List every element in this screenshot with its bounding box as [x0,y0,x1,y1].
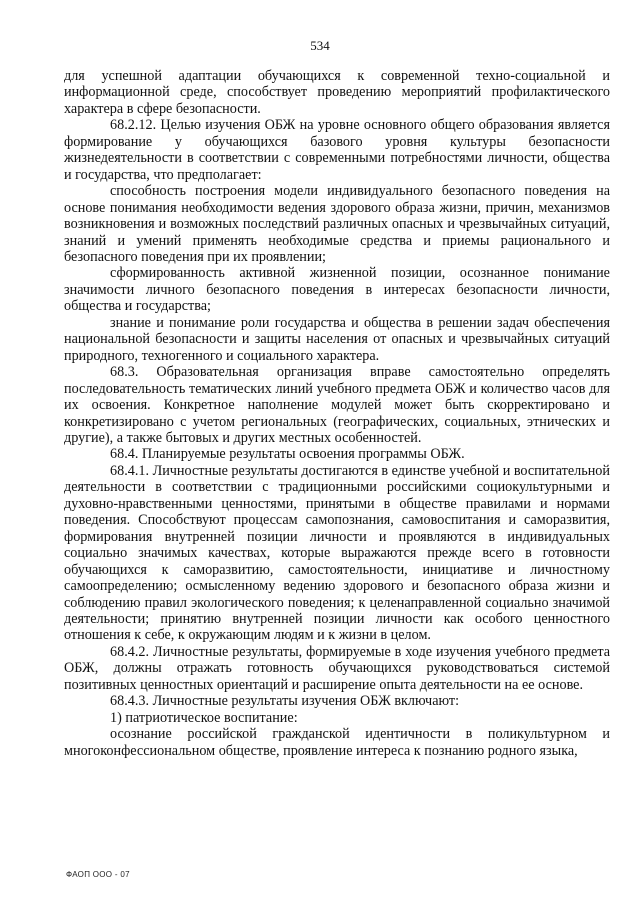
paragraph-68-4-3: 68.4.3. Личностные результаты изучения ОБЖ включают: [110,693,460,710]
paragraph-68-4-2: 68.4.2. Личностные результаты, формируемые в ходе изучения учебного предмета ОБЖ, должны отражать готовность обучающихся руководствоваться системой позитивных ценностных ориентаций и расширение опыта деятельности на ее основе. [64,643,610,693]
page-number: 534 [310,38,330,53]
paragraph-state-role: знание и понимание роли государства и общества в решении задач обеспечения национальной безопасности и защиты населения от опасных и чрезвычайных ситуаций природного, техногенного и социального характера. [64,314,610,364]
paragraph-active-position: сформированность активной жизненной позиции, осознанное понимание значимости личного безопасного поведения в интересах безопасности личности, общества и государства; [64,265,610,315]
paragraph-68-4-1: 68.4.1. Личностные результаты достигаются в единстве учебной и воспитательной деятельности в соответствии с традиционными российскими социокультурными и духовно-нравственными ценностями, принятыми в обществе правилами и нормами поведения. Способствуют процессам самопознания, самовоспитания и саморазвития, формирования внутренней позиции личности и проявляются в индивидуальных социально значимых качествах, которые выражаются прежде всего в готовности обучающихся к саморазвитию, самостоятельности, инициативе и личностному самоопределению; осмысленному ведению здорового и безопасного образа жизни и соблюдению правил экологического поведения; к целенаправленной социально значимой деятельности; принятию внутренней позиции личности как особого ценностного отношения к себе, к окружающим людям и к жизни в целом. [64,462,610,644]
paragraph-civic-identity: осознание российской гражданской идентичности в поликультурном и многоконфессиональном обществе, проявление интереса к познанию родного языка, [64,726,610,759]
paragraph-behavior-model: способность построения модели индивидуального безопасного поведения на основе понимания необходимости ведения здорового образа жизни, причин, механизмов возникновения и возможных последствий различных опасных и чрезвычайных ситуаций, знаний и умений применять необходимые средства и приемы рационального и безопасного поведения при их проявлении; [64,183,610,265]
paragraph-68-3: 68.3. Образовательная организация вправе самостоятельно определять последовательность тематических линий учебного предмета ОБЖ и количество часов для их освоения. Конкретное наполнение модулей может быть скорректировано и конкретизировано с учетом региональных (географических, социальных, этнических и другие), а также бытовых и других местных особенностей. [64,364,610,446]
paragraph-continuation: для успешной адаптации обучающихся к современной техно-социальной и информационной среде, способствует проведению мероприятий профилактического характера в сфере безопасности. [64,68,610,117]
list-item-patriotic: 1) патриотическое воспитание: [110,709,298,726]
paragraph-68-2-12: 68.2.12. Целью изучения ОБЖ на уровне основного общего образования является формирование у обучающихся базового уровня культуры безопасности жизнедеятельности в соответствии с современными потребностями личности, общества и государства, что предполагает: [64,117,610,183]
page-footer: ФАОП ООО - 07 [66,870,130,879]
document-body [64,68,610,759]
paragraph-68-4: 68.4. Планируемые результаты освоения программы ОБЖ. [110,446,465,463]
